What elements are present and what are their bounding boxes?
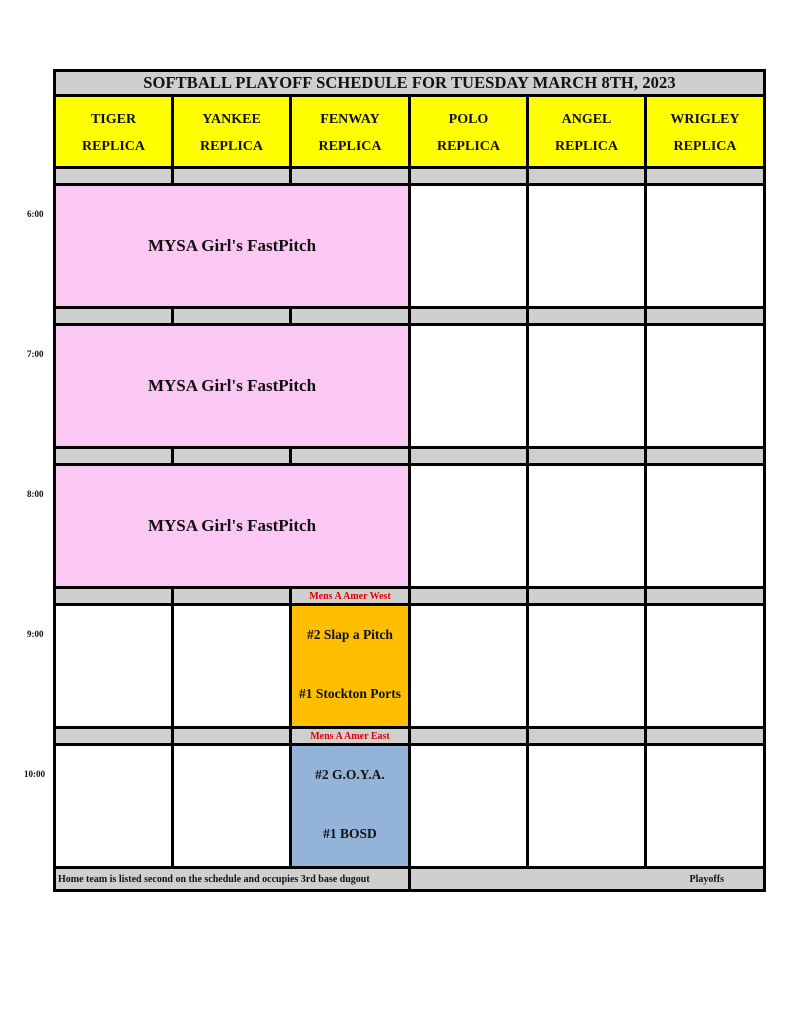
footer-label: Playoffs (411, 869, 763, 889)
separator-cell (174, 589, 289, 603)
separator-cell (647, 729, 763, 743)
field-header-wrigley (647, 97, 763, 166)
empty-slot (411, 186, 526, 306)
field-sub: REPLICA (673, 139, 737, 154)
field-name: POLO (448, 112, 489, 127)
separator-cell (411, 589, 526, 603)
field-header-yankee (174, 97, 289, 166)
division-label-east: Mens A Amer East (292, 729, 408, 743)
separator-cell (56, 589, 171, 603)
separator-cell (174, 449, 289, 463)
separator-cell (529, 169, 644, 183)
empty-slot (56, 746, 171, 866)
footer-note: Home team is listed second on the schedule and occupies 3rd base dugout (56, 869, 408, 889)
field-header-angel (529, 97, 644, 166)
separator-cell (174, 169, 289, 183)
empty-slot (529, 606, 644, 726)
division-label-west: Mens A Amer West (292, 589, 408, 603)
empty-slot (174, 746, 289, 866)
separator-cell (174, 729, 289, 743)
home-team: #1 Stockton Ports (299, 686, 401, 701)
separator-cell (529, 589, 644, 603)
field-sub: REPLICA (436, 139, 500, 154)
field-name: FENWAY (320, 112, 380, 127)
field-sub: REPLICA (554, 139, 618, 154)
home-team: #1 BOSD (323, 826, 377, 841)
field-name: ANGEL (561, 112, 612, 127)
separator-cell (56, 169, 171, 183)
field-name: YANKEE (202, 112, 261, 127)
field-name: WRIGLEY (670, 112, 740, 127)
time-label-6: 6:00 (27, 209, 44, 219)
field-sub: REPLICA (199, 139, 263, 154)
empty-slot (647, 746, 763, 866)
empty-slot (529, 466, 644, 586)
empty-slot (647, 606, 763, 726)
field-sub: REPLICA (318, 139, 382, 154)
schedule-sheet (53, 69, 766, 892)
empty-slot (174, 606, 289, 726)
empty-slot (647, 326, 763, 446)
empty-slot (411, 466, 526, 586)
separator-cell (292, 449, 408, 463)
separator-cell (56, 729, 171, 743)
separator-cell (647, 169, 763, 183)
field-header-tiger (56, 97, 171, 166)
separator-cell (411, 729, 526, 743)
separator-cell (647, 589, 763, 603)
separator-cell (529, 449, 644, 463)
field-header-fenway (292, 97, 408, 166)
empty-slot (647, 466, 763, 586)
empty-slot (529, 186, 644, 306)
separator-cell (529, 729, 644, 743)
away-team: #2 Slap a Pitch (307, 627, 393, 642)
empty-slot (411, 746, 526, 866)
away-team: #2 G.O.Y.A. (315, 767, 385, 782)
game-cell-west (292, 606, 408, 726)
time-label-8: 8:00 (27, 489, 44, 499)
separator-cell (529, 309, 644, 323)
empty-slot (529, 746, 644, 866)
separator-cell (411, 169, 526, 183)
separator-cell (56, 449, 171, 463)
time-label-10: 10:00 (24, 769, 45, 779)
separator-cell (292, 309, 408, 323)
separator-cell (411, 449, 526, 463)
separator-cell (647, 309, 763, 323)
field-name: TIGER (90, 112, 137, 127)
empty-slot (56, 606, 171, 726)
field-header-polo (411, 97, 526, 166)
empty-slot (411, 606, 526, 726)
game-cell-east (292, 746, 408, 866)
empty-slot (411, 326, 526, 446)
empty-slot (647, 186, 763, 306)
separator-cell (411, 309, 526, 323)
time-label-7: 7:00 (27, 349, 44, 359)
fastpitch-block-6: MYSA Girl's FastPitch (56, 186, 408, 306)
separator-cell (174, 309, 289, 323)
field-sub: REPLICA (81, 139, 145, 154)
fastpitch-block-7: MYSA Girl's FastPitch (56, 326, 408, 446)
schedule-title: SOFTBALL PLAYOFF SCHEDULE FOR TUESDAY MARCH 8TH, 2023 (56, 72, 763, 94)
separator-cell (647, 449, 763, 463)
time-label-9: 9:00 (27, 629, 44, 639)
separator-cell (56, 309, 171, 323)
separator-cell (292, 169, 408, 183)
fastpitch-block-8: MYSA Girl's FastPitch (56, 466, 408, 586)
empty-slot (529, 326, 644, 446)
